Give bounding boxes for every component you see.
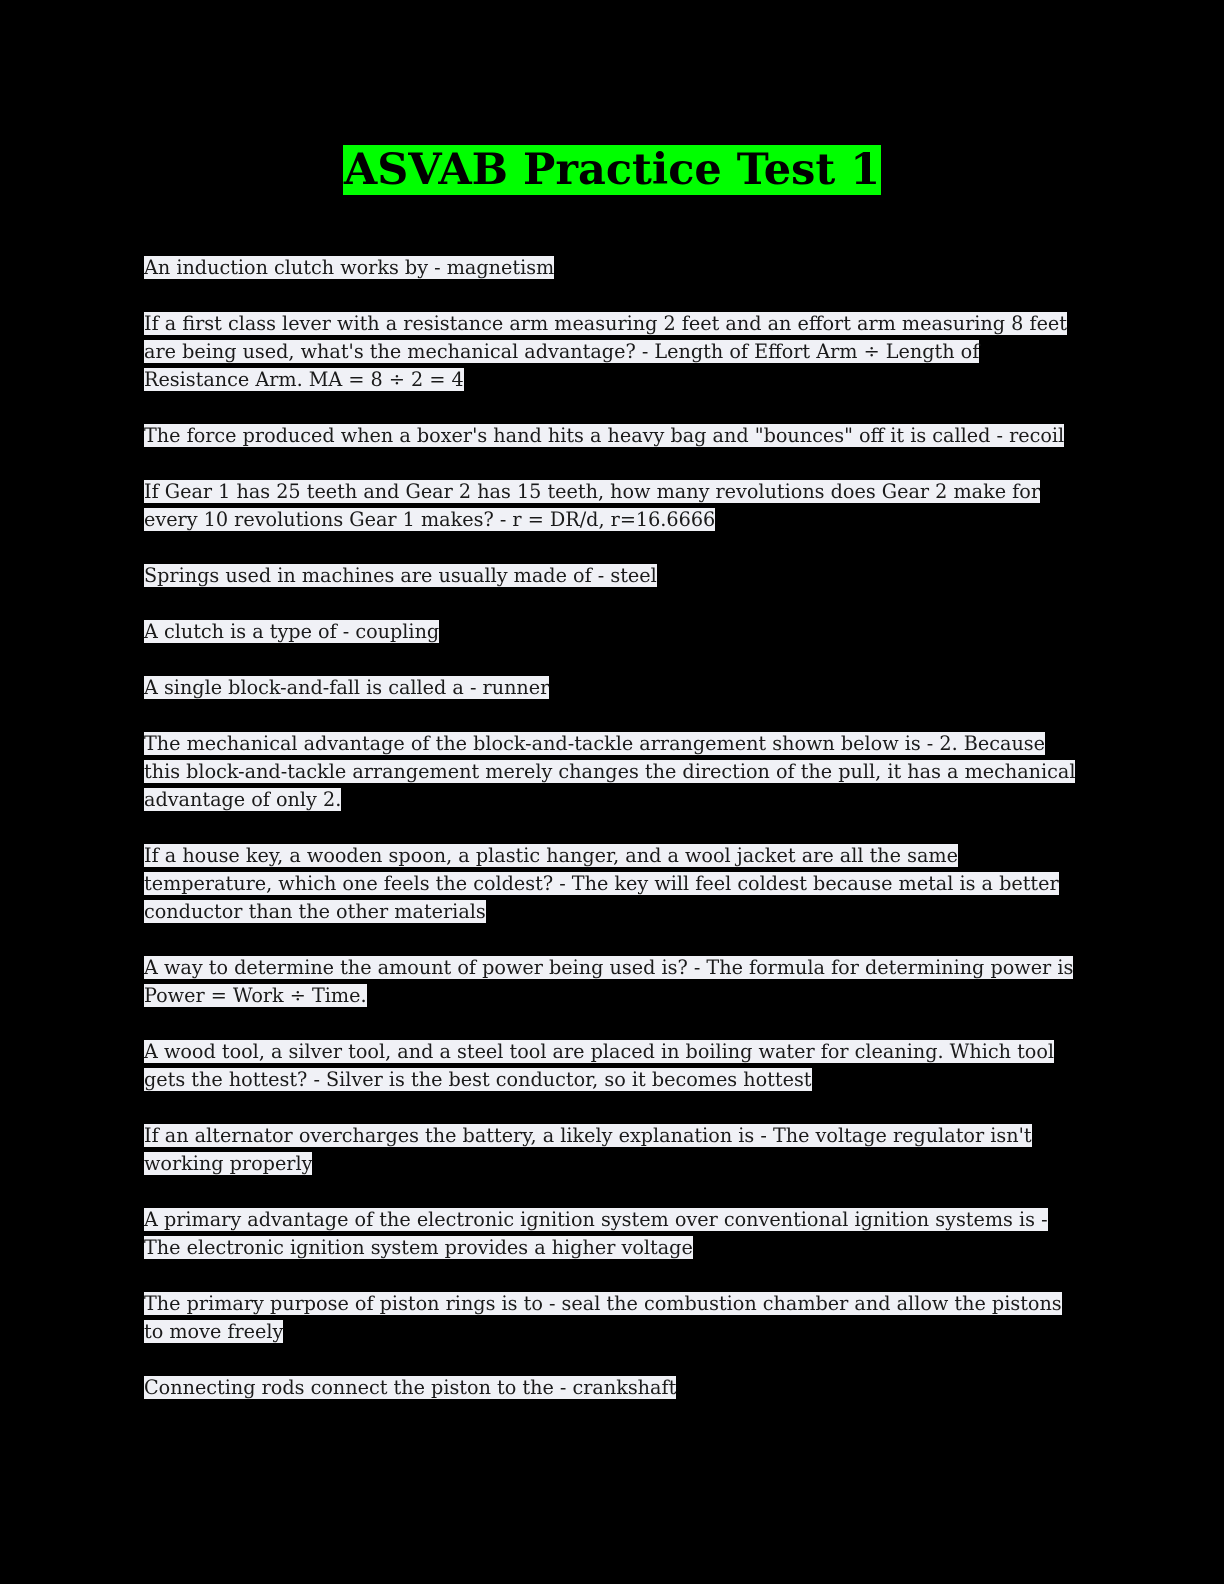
qa-item bbox=[144, 1122, 1084, 1178]
qa-text: Connecting rods connect the piston to the - crankshaft bbox=[144, 1376, 677, 1399]
qa-text: A clutch is a type of - coupling bbox=[144, 620, 440, 643]
qa-text: A single block-and-fall is called a - runner bbox=[144, 676, 550, 699]
qa-item bbox=[144, 954, 1084, 1010]
qa-item bbox=[144, 478, 1084, 534]
qa-text: An induction clutch works by - magnetism bbox=[144, 256, 555, 279]
qa-item bbox=[144, 422, 1084, 450]
qa-item bbox=[144, 1290, 1084, 1346]
qa-text: A way to determine the amount of power being used is? - The formula for determining power is Power = Work ÷ Time. bbox=[144, 956, 1074, 1007]
qa-text: A primary advantage of the electronic ignition system over conventional ignition systems is - The electronic ignition system provides a higher voltage bbox=[144, 1208, 1048, 1259]
qa-text: If a house key, a wooden spoon, a plastic hanger, and a wool jacket are all the same temperature, which one feels the coldest? - The key will feel coldest because metal is a better conductor than the other materials bbox=[144, 844, 1059, 923]
qa-item bbox=[144, 1206, 1084, 1262]
page-title: ASVAB Practice Test 1 bbox=[343, 145, 881, 195]
qa-list bbox=[144, 254, 1084, 1430]
qa-text: If an alternator overcharges the battery, a likely explanation is - The voltage regulator isn't working properly bbox=[144, 1124, 1032, 1175]
qa-item bbox=[144, 842, 1084, 926]
qa-text: The primary purpose of piston rings is to - seal the combustion chamber and allow the pistons to move freely bbox=[144, 1292, 1062, 1343]
qa-item bbox=[144, 674, 1084, 702]
qa-text: The mechanical advantage of the block-and-tackle arrangement shown below is - 2. Because this block-and-tackle arrangement merely changes the direction of the pull, it has a mechanical advantage of only 2. bbox=[144, 732, 1076, 811]
qa-text: If Gear 1 has 25 teeth and Gear 2 has 15 teeth, how many revolutions does Gear 2 make for every 10 revolutions Gear 1 makes? - r = DR/d, r=16.6666 bbox=[144, 480, 1041, 531]
qa-item bbox=[144, 730, 1084, 814]
qa-text: If a first class lever with a resistance arm measuring 2 feet and an effort arm measuring 8 feet are being used, what's the mechanical advantage? - Length of Effort Arm ÷ Length of Resistance Arm. MA = 8 ÷ 2 = 4 bbox=[144, 312, 1067, 391]
title-container bbox=[0, 142, 1224, 198]
qa-item bbox=[144, 562, 1084, 590]
qa-item bbox=[144, 618, 1084, 646]
qa-text: Springs used in machines are usually made of - steel bbox=[144, 564, 657, 587]
qa-text: The force produced when a boxer's hand hits a heavy bag and "bounces" off it is called - recoil bbox=[144, 424, 1065, 447]
qa-item bbox=[144, 1374, 1084, 1402]
qa-item bbox=[144, 1038, 1084, 1094]
qa-text: A wood tool, a silver tool, and a steel tool are placed in boiling water for cleaning. Which tool gets the hottest? - Silver is the best conductor, so it becomes hottest bbox=[144, 1040, 1055, 1091]
qa-item bbox=[144, 254, 1084, 282]
qa-item bbox=[144, 310, 1084, 394]
